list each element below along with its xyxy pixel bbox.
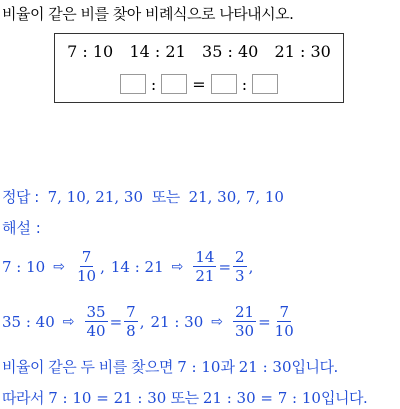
- ratio: 14 : 21: [110, 257, 164, 276]
- numerator: 35: [86, 303, 106, 321]
- fraction: [75, 248, 98, 285]
- denominator: 21: [195, 267, 215, 285]
- arrow-icon: ⇨: [171, 258, 184, 275]
- fraction: [85, 303, 108, 340]
- proportion-blanks: [55, 74, 343, 94]
- ratio: 35 : 40: [2, 312, 55, 331]
- ratio-item: 7 : 10: [67, 42, 114, 61]
- fraction: [273, 303, 296, 340]
- numerator: 14: [195, 248, 215, 266]
- arrow-icon: ⇨: [53, 258, 65, 275]
- ratio-list: [55, 42, 343, 61]
- ratio: 7 : 10: [177, 358, 221, 376]
- denominator: 10: [76, 267, 97, 285]
- solution-line-1: [2, 248, 253, 285]
- sentence-text: 입니다.: [291, 358, 338, 376]
- blank-box-2[interactable]: [161, 74, 187, 94]
- blank-box-4[interactable]: [252, 74, 278, 94]
- denominator: 3: [235, 267, 245, 285]
- ratio: 7 : 10: [2, 257, 46, 276]
- equals-sign: =: [109, 312, 123, 331]
- ratio-item: 21 : 30: [274, 42, 331, 61]
- separator: ,: [248, 257, 254, 276]
- question-text: 비율이 같은 비를 찾아 비례식으로 나타내시오.: [2, 5, 294, 23]
- colon-sign: :: [241, 74, 248, 94]
- equals-sign: =: [192, 74, 206, 94]
- denominator: 30: [235, 322, 255, 340]
- answer-values: 7, 10, 21, 30: [47, 188, 144, 206]
- separator: ,: [139, 312, 145, 331]
- answer-or: 또는: [151, 188, 180, 206]
- denominator: 8: [126, 322, 136, 340]
- denominator: 40: [86, 322, 106, 340]
- numerator: 7: [126, 303, 136, 321]
- ratio-item: 14 : 21: [129, 42, 186, 61]
- ratio: 21 : 30: [150, 312, 204, 331]
- answer-values-alt: 21, 30, 7, 10: [188, 188, 284, 206]
- sentence-text: 또는: [166, 389, 203, 407]
- answer-line: [2, 186, 284, 207]
- ratio-item: 35 : 40: [202, 42, 259, 61]
- answer-label: 정답 :: [2, 188, 39, 206]
- numerator: 7: [279, 303, 289, 321]
- proportion: 21 : 30 = 7 : 10: [202, 389, 321, 407]
- numerator: 2: [235, 248, 245, 266]
- sentence-text: 과: [220, 358, 239, 376]
- arrow-icon: ⇨: [62, 313, 75, 330]
- equals-sign: =: [258, 312, 271, 331]
- numerator: 7: [81, 248, 92, 266]
- sentence-text: 비율이 같은 두 비를 찾으면: [2, 358, 178, 376]
- fraction: [233, 248, 247, 285]
- colon-sign: :: [150, 74, 157, 94]
- blank-box-3[interactable]: [211, 74, 237, 94]
- proportion: 7 : 10 = 21 : 30: [48, 389, 167, 407]
- arrow-icon: ⇨: [211, 313, 223, 330]
- ratio-box: [54, 33, 344, 103]
- solution-sentence-1: [2, 356, 338, 377]
- solution-sentence-2: [2, 387, 367, 408]
- denominator: 10: [274, 322, 294, 340]
- fraction: [233, 303, 256, 340]
- sentence-text: 입니다.: [320, 389, 368, 407]
- numerator: 21: [235, 303, 255, 321]
- solution-label: 해설 :: [2, 219, 41, 237]
- blank-box-1[interactable]: [120, 74, 146, 94]
- sentence-text: 따라서: [2, 389, 49, 407]
- fraction: [124, 303, 138, 340]
- ratio: 21 : 30: [238, 358, 292, 376]
- equals-sign: =: [218, 257, 232, 276]
- fraction: [193, 248, 216, 285]
- solution-line-2: [2, 303, 298, 340]
- separator: ,: [100, 257, 105, 276]
